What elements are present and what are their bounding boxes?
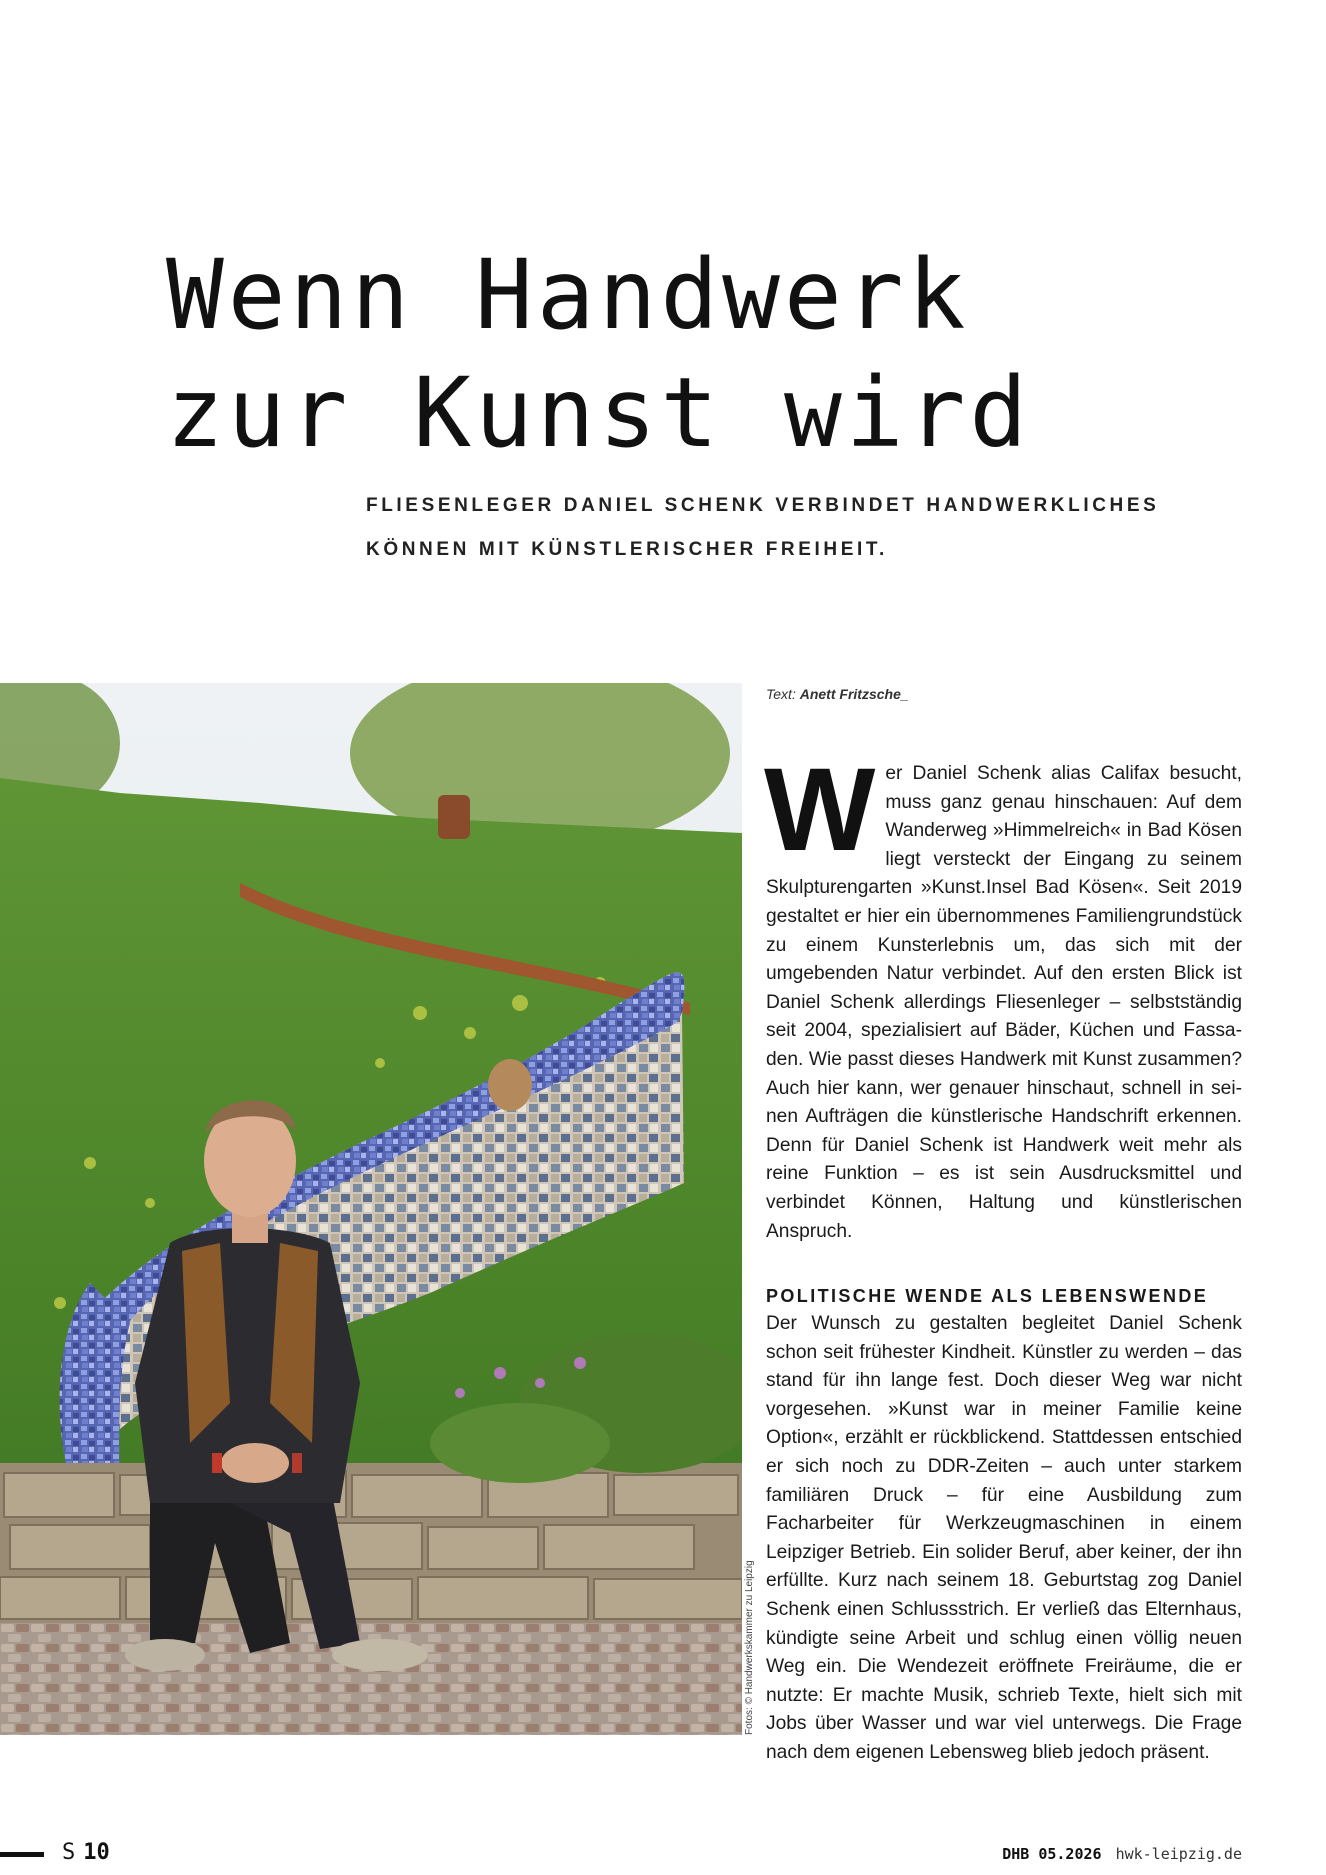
byline-author: Anett Fritzsche_	[799, 686, 909, 702]
byline	[766, 686, 909, 702]
deck-line-1: FLIESENLEGER DANIEL SCHENK VERBINDET HANDWERKLICHES	[366, 495, 1160, 516]
deck-subtitle	[366, 484, 1160, 572]
photo-credit: Fotos: © Handwerkskammer zu Leipzig	[744, 1560, 755, 1735]
headline-line-1: Wenn Handwerk	[166, 239, 970, 351]
page-number	[62, 1840, 110, 1865]
byline-label: Text:	[766, 686, 796, 702]
headline-line-2: zur Kunst wird	[166, 357, 1032, 469]
issue-label: DHB 05.2026	[1002, 1845, 1102, 1863]
paragraph-intro-text: er Daniel Schenk alias Califax besucht, muss ganz genau hinschauen: Auf dem Wanderweg »Himmelreich« in Bad Kösen liegt versteckt der Eingang zu seinem Skulpturengarten »Kunst.Insel Bad Kösen«. Seit 2019 gestaltet er hier ein übernommenes Familiengrundstück zu einem Kunsterlebnis um, das sich mit der umgebenden Natur verbindet. Auf den ersten Blick ist Daniel Schenk allerdings Fliesenleger – selbstständig seit 2004, spezialisiert auf Bäder, Küchen und Fassaden. Wie passt dieses Handwerk mit Kunst zusammen? Auch hier kann, wer genauer hinschaut, schnell in seinen Aufträgen die künstlerische Handschrift erkennen. Denn für Daniel Schenk ist Handwerk weit mehr als reine Funktion – es ist sein Ausdrucksmittel und verbindet Können, Haltung und künstlerischen Anspruch.	[766, 763, 1242, 1242]
page-number-value: 10	[83, 1840, 110, 1865]
headline	[166, 236, 1031, 472]
footer-rule	[0, 1852, 44, 1857]
paragraph-second: Der Wunsch zu gestalten begleitet Daniel Schenk schon seit frühester Kindheit. Künstler zu werden – das stand für ihn lange fest. Doch dieser Weg war nicht vorgesehen. »Kunst war in meiner Familie keine Option«, erzählt er rückblickend. Stattdessen entschied er sich noch zu DDR-Zeiten – auch unter starkem familiären Druck – für eine Ausbildung zum Facharbeiter für Werkzeugmaschinen in einem Leipziger Betrieb. Ein solider Beruf, aber keiner, der ihn erfüllte. Kurz nach seinem 18. Geburtstag zog Daniel Schenk einen Schlussstrich. Er verließ das Elternhaus, kündigte seine Arbeit und schlug einen völlig neuen Weg ein. Die Wendezeit eröffnete Freiräume, die er nutzte: Er machte Musik, schrieb Texte, hielt sich mit Jobs über Wasser und war viel unterwegs. Die Frage nach dem eigenen Lebensweg blieb jedoch präsent.	[766, 1313, 1242, 1763]
page-prefix: S	[62, 1840, 76, 1865]
deck-line-2: KÖNNEN MIT KÜNSTLERISCHER FREIHEIT.	[366, 539, 888, 560]
drop-cap: W	[764, 744, 876, 876]
article-photo	[0, 683, 742, 1735]
website-link[interactable]: hwk-leipzig.de	[1115, 1845, 1242, 1863]
paragraph-intro	[764, 744, 1242, 1246]
article-body	[764, 744, 1242, 1768]
section-heading: POLITISCHE WENDE ALS LEBENSWENDE	[766, 1286, 1209, 1307]
